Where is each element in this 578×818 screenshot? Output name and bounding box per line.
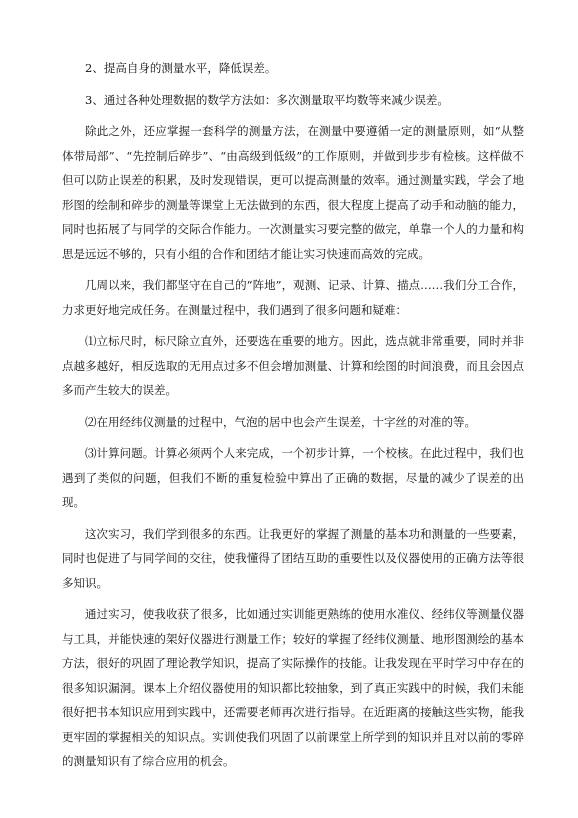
paragraph-point-2: 2、提高自身的测量水平，降低误差。 (85, 61, 277, 75)
paragraph-point-3: 3、通过各种处理数据的数学方法如：多次测量取平均数等来减少误差。 (85, 92, 449, 107)
paragraph-issue-3: ⑶计算问题。计算必须两个人来完成，一个初步计算，一个校核。在此过程中，我们也遇到了类似的问题，但我们不断的重复检验中算出了正确的数据，尽量的减少了误差的出现。 (62, 446, 524, 509)
paragraph-measurement-method: 除此之外，还应掌握一套科学的测量方法，在测量中要遵循一定的测量原则，如“从整体带局部”、“先控制后碎步”、“由高级到低级”的工作原则，并做到步步有检核。这样做不但可以防止误差的积累，及时发现错误，更可以提高测量的效率。通过测量实践，学会了地形图的绘制和碎步的测量等课堂上无法做到的东西，很大程度上提高了动手和动脑的能力，同时也拓展了与同学的交际合作能力。一次测量实习要完整的做完，单靠一个人的力量和构思是远远不够的，只有小组的合作和团结才能让实习快速而高效的完成。 (62, 124, 524, 261)
paragraph-weeks-summary: 几周以来，我们都坚守在自己的“阵地”，观测、记录、计算、描点……我们分工合作，力求更好地完成任务。在测量过程中，我们遇到了很多问题和疑难： (62, 278, 524, 317)
paragraph-issue-1: ⑴立标尺时，标尺除立直外，还要选在重要的地方。因此，选点就非常重要，同时并非点越多越好，相反选取的无用点过多不但会增加测量、计算和绘图的时间浪费，而且会因点多而产生较大的误差。 (62, 334, 524, 397)
paragraph-issue-2: ⑵在用经纬仪测量的过程中，气泡的居中也会产生误差，十字丝的对准的等。 (85, 414, 476, 429)
paragraph-learning: 这次实习，我们学到很多的东西。让我更好的掌握了测量的基本功和测量的一些要素，同时也促进了与同学间的交往，使我懂得了团结互助的重要性以及仪器使用的正确方法等很多知识。 (62, 526, 524, 590)
paragraph-internship-gains: 通过实习，使我收获了很多，比如通过实训能更熟练的使用水准仪、经纬仪等测量仪器与工具，并能快速的架好仪器进行测量工作；较好的掌握了经纬仪测量、地形图测绘的基本方法，很好的巩固了理论教学知识，提高了实际操作的技能。让我发现在平时学习中存在的很多知识漏洞。课本上介绍仪器使用的知识都比较抽象，到了真正实践中的时候，我们未能很好把书本知识应用到实践中，还需要老师再次进行指导。在近距离的接触这些实物，能我更牢固的掌握相关的知识点。实训使我们巩固了以前课堂上所学到的知识并且对以前的零碎的测量知识有了综合应用的机会。 (62, 607, 524, 768)
